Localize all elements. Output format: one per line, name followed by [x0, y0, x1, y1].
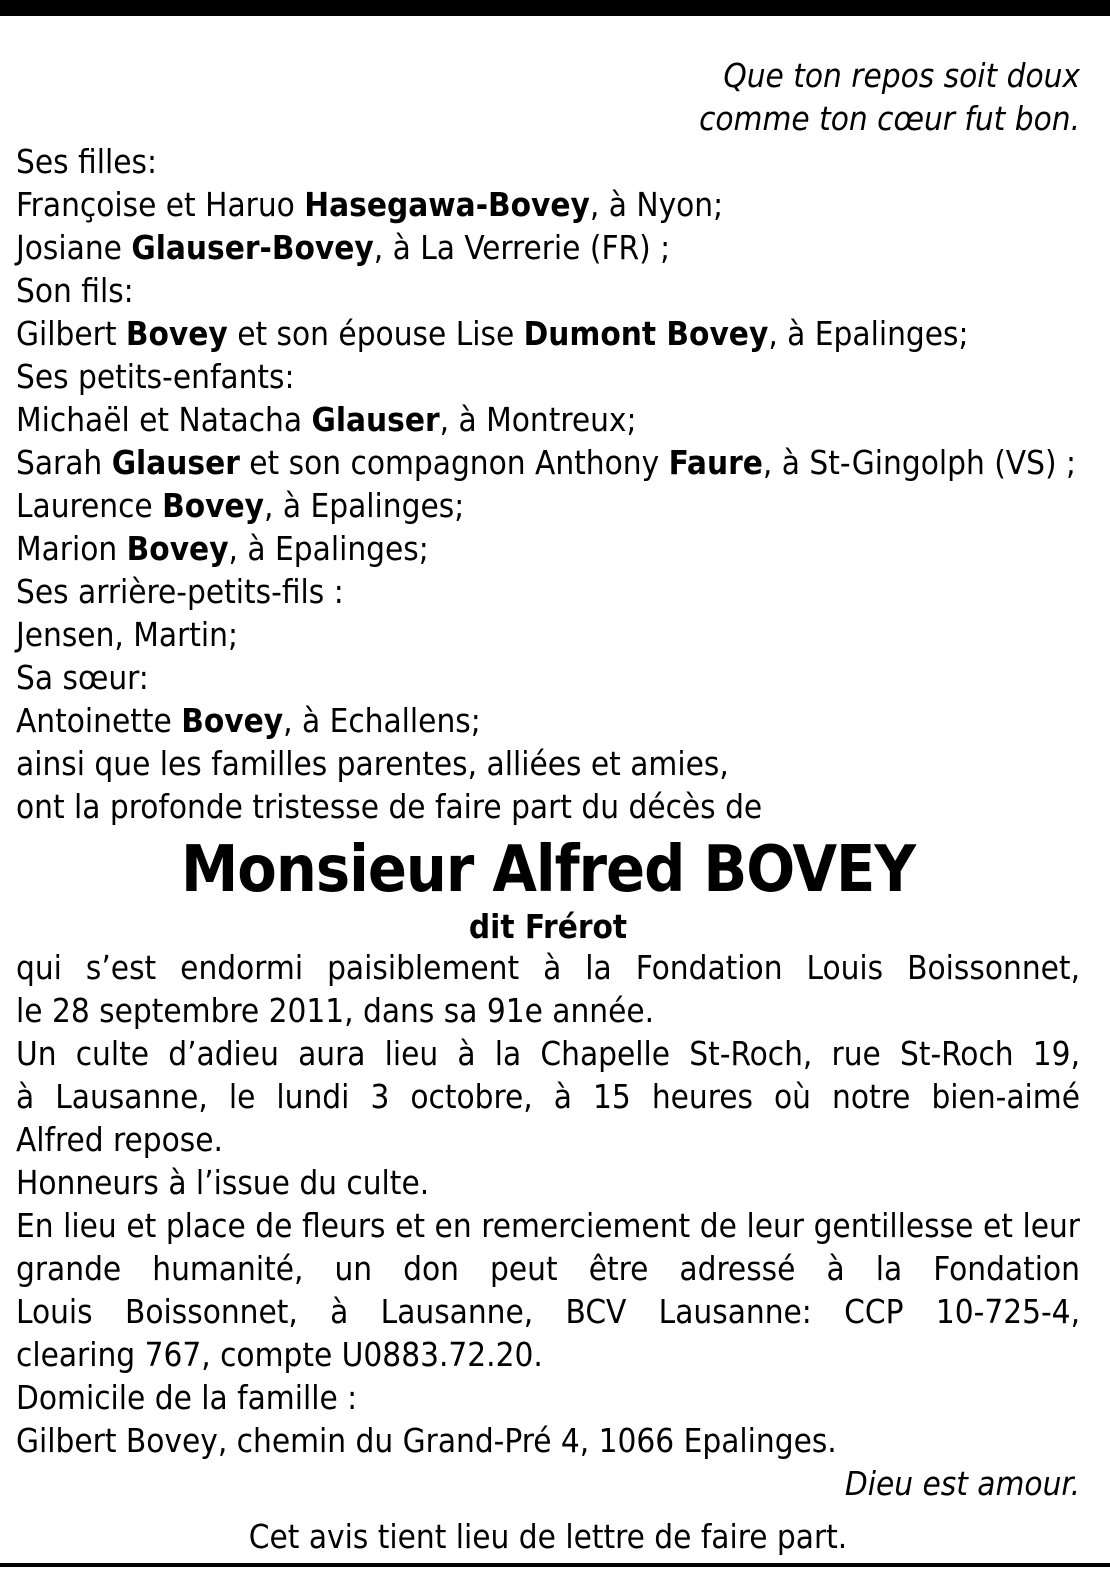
- family-text: Ses filles:: [16, 142, 157, 181]
- epigraph-line: Que ton repos soit doux: [723, 56, 1080, 95]
- family-line: [16, 140, 1080, 183]
- family-surname: Bovey: [162, 486, 265, 525]
- family-text: Antoinette: [16, 701, 182, 740]
- notice-body: [16, 946, 1080, 1462]
- family-text: Son fils:: [16, 271, 134, 310]
- family-text: , à St-Gingolph (VS) ;: [762, 443, 1076, 482]
- family-line: [16, 570, 1080, 613]
- family-surname: Dumont Bovey: [523, 314, 769, 353]
- family-surname: Glauser: [311, 400, 440, 439]
- family-surname: Bovey: [126, 529, 229, 568]
- family-text: , à Nyon;: [589, 185, 724, 224]
- family-line: [16, 527, 1080, 570]
- family-text: Jensen, Martin;: [16, 615, 238, 654]
- top-rule: [0, 0, 1110, 16]
- family-text: Josiane: [16, 228, 132, 267]
- deceased-nickname: dit Frérot: [468, 907, 628, 946]
- body-line: Alfred repose.: [16, 1120, 223, 1159]
- family-text: Françoise et Haruo: [16, 185, 305, 224]
- family-text: et son épouse Lise: [227, 314, 524, 353]
- body-line: Gilbert Bovey, chemin du Grand-Pré 4, 1066 Epalinges.: [16, 1421, 837, 1460]
- family-surname: Bovey: [181, 701, 284, 740]
- body-line: Un culte d’adieu aura lieu à la Chapelle St-Roch, rue St-Roch 19,: [16, 1034, 1080, 1073]
- family-text: , à La Verrerie (FR) ;: [373, 228, 671, 267]
- family-text: , à Montreux;: [439, 400, 637, 439]
- family-line: [16, 269, 1080, 312]
- body-line: Honneurs à l’issue du culte.: [16, 1163, 430, 1202]
- bottom-rule: [0, 1563, 1110, 1567]
- body-line: En lieu et place de fleurs et en remerciement de leur gentillesse et leur: [16, 1206, 1080, 1245]
- body-line: le 28 septembre 2011, dans sa 91e année.: [16, 991, 655, 1030]
- family-text: , à Echallens;: [283, 701, 481, 740]
- family-surname: Glauser-Bovey: [131, 228, 374, 267]
- family-line: [16, 484, 1080, 527]
- family-surname: Hasegawa-Bovey: [304, 185, 590, 224]
- family-text: Sarah: [16, 443, 112, 482]
- family-line: [16, 613, 1080, 656]
- family-text: ont la profonde tristesse de faire part du décès de: [16, 787, 763, 826]
- body-line: Domicile de la famille :: [16, 1378, 358, 1417]
- family-line: [16, 183, 1080, 226]
- body-line: clearing 767, compte U0883.72.20.: [16, 1335, 543, 1374]
- body-line: à Lausanne, le lundi 3 octobre, à 15 heures où notre bien-aimé: [16, 1077, 1080, 1116]
- closing-line: Dieu est amour.: [844, 1464, 1080, 1503]
- family-line: [16, 785, 1080, 828]
- family-text: , à Epalinges;: [768, 314, 969, 353]
- family-line: [16, 226, 1080, 269]
- family-line: [16, 312, 1080, 355]
- body-line: Louis Boissonnet, à Lausanne, BCV Lausanne: CCP 10-725-4,: [16, 1292, 1080, 1331]
- obituary-notice: [16, 54, 1080, 1558]
- footer-note: Cet avis tient lieu de lettre de faire part.: [248, 1517, 848, 1556]
- family-text: Ses petits-enfants:: [16, 357, 295, 396]
- family-surname: Faure: [668, 443, 763, 482]
- family-text: Sa sœur:: [16, 658, 149, 697]
- family-line: [16, 656, 1080, 699]
- family-surname: Glauser: [111, 443, 240, 482]
- family-text: et son compagnon Anthony: [239, 443, 669, 482]
- body-line: grande humanité, un don peut être adressé à la Fondation: [16, 1249, 1080, 1288]
- family-line: [16, 699, 1080, 742]
- family-text: Michaël et Natacha: [16, 400, 312, 439]
- family-text: , à Epalinges;: [228, 529, 429, 568]
- deceased-name: Monsieur Alfred BOVEY: [180, 833, 916, 907]
- family-text: , à Epalinges;: [264, 486, 465, 525]
- family-line: [16, 398, 1080, 441]
- body-line: qui s’est endormi paisiblement à la Fondation Louis Boissonnet,: [16, 948, 1080, 987]
- family-line: [16, 355, 1080, 398]
- family-line: [16, 441, 1080, 484]
- family-line: [16, 742, 1080, 785]
- family-surname: Bovey: [125, 314, 228, 353]
- epigraph-line: comme ton cœur fut bon.: [699, 99, 1080, 138]
- family-text: Gilbert: [16, 314, 126, 353]
- family-text: Ses arrière-petits-fils :: [16, 572, 344, 611]
- family-text: Laurence: [16, 486, 163, 525]
- family-text: Marion: [16, 529, 127, 568]
- family-list: [16, 140, 1080, 828]
- family-text: ainsi que les familles parentes, alliées et amies,: [16, 744, 729, 783]
